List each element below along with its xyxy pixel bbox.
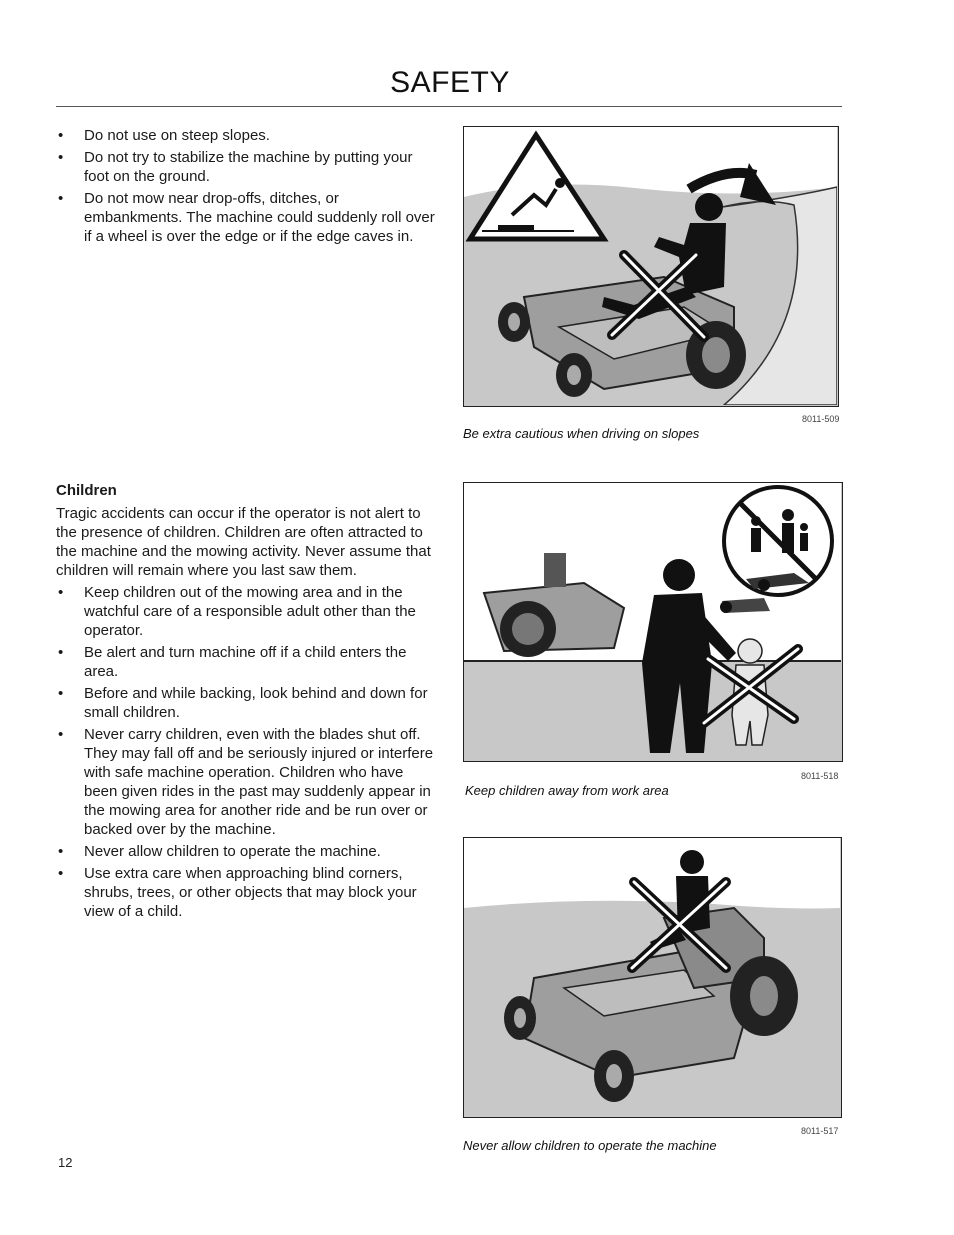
figure-caption: Be extra cautious when driving on slopes: [463, 426, 700, 441]
list-item: • Never allow children to operate the machine.: [56, 842, 440, 861]
title-rule: [56, 106, 842, 107]
list-item: • Before and while backing, look behind and down for small children.: [56, 684, 440, 722]
figure-code: 8011-517: [801, 1126, 839, 1136]
list-item: • Do not mow near drop-offs, ditches, or embankments. The machine could suddenly roll over if a wheel is over the edge or if the edge caves in.: [56, 189, 440, 246]
children-bullet-list: [56, 583, 440, 921]
figure-code: 8011-518: [801, 771, 839, 781]
slopes-bullet-list: [56, 126, 440, 246]
list-item: • Do not use on steep slopes.: [56, 126, 440, 145]
figure-caption: Keep children away from work area: [465, 783, 669, 798]
slope-illustration: [463, 126, 839, 407]
list-item: • Use extra care when approaching blind corners, shrubs, trees, or other objects that may block your view of a child.: [56, 864, 440, 921]
slopes-section: [56, 126, 440, 249]
children-intro: Tragic accidents can occur if the operator is not alert to the presence of children. Children are often attracted to the machine and the mowing activity. Never assume that children will remain where you last saw them.: [56, 505, 431, 579]
children-section: [56, 481, 440, 924]
list-item: • Never carry children, even with the blades shut off. They may fall off and be seriously injured or interfere with safe machine operation. Children who have been given rides in the past may suddenly appear in the mowing area for another ride and be run over or backed over by the machine.: [56, 725, 440, 839]
child-operator-illustration: [463, 837, 842, 1118]
list-item: • Be alert and turn machine off if a child enters the area.: [56, 643, 440, 681]
children-area-image: [464, 483, 841, 760]
children-illustration: [463, 482, 843, 762]
page-number: 12: [58, 1155, 73, 1170]
page-title: SAFETY: [390, 66, 510, 99]
figure-code: 8011-509: [802, 414, 840, 424]
slope-mower-image: [464, 127, 837, 405]
section-heading: Children: [56, 482, 117, 499]
figure-caption: Never allow children to operate the machine: [463, 1138, 717, 1153]
no-children-sign-icon: [724, 487, 832, 595]
list-item: • Do not try to stabilize the machine by putting your foot on the ground.: [56, 148, 440, 186]
list-item: • Keep children out of the mowing area and in the watchful care of a responsible adult other than the operator.: [56, 583, 440, 640]
child-operator-image: [464, 838, 840, 1116]
